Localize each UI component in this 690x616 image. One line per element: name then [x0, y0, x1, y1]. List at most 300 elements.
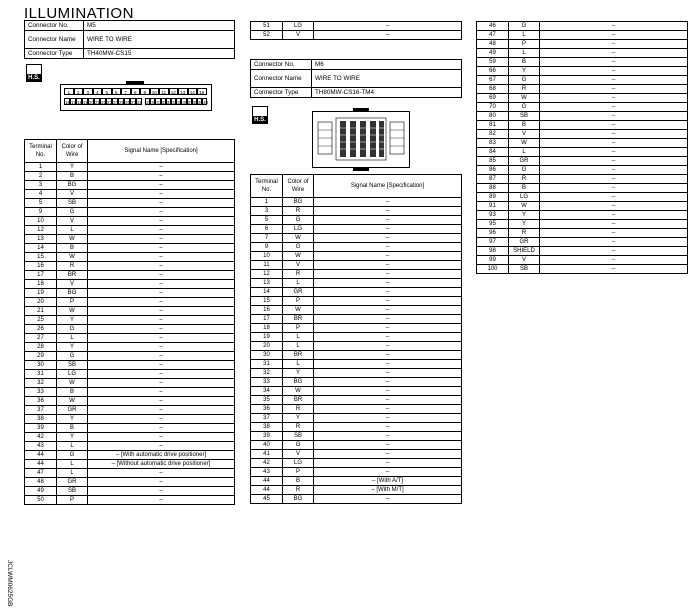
- color-cell: P: [283, 468, 314, 477]
- connector-pin: 20: [89, 100, 95, 105]
- terminal-cell: 36: [25, 397, 57, 406]
- color-cell: BG: [283, 495, 314, 504]
- table-row: [25, 415, 235, 424]
- table-row: [477, 265, 688, 274]
- terminal-cell: 38: [25, 415, 57, 424]
- terminal-cell: 93: [477, 211, 509, 220]
- terminal-cell: 89: [477, 193, 509, 202]
- table-row: [251, 306, 462, 315]
- hs-connector-icon: H.S.: [252, 106, 268, 124]
- connector-no-label: Connector No.: [251, 60, 312, 70]
- color-cell: G: [509, 76, 540, 85]
- signal-cell: –: [88, 487, 235, 496]
- terminal-cell: 1: [251, 198, 283, 207]
- terminal-cell: 9: [25, 208, 57, 217]
- m5-connector-name: WIRE TO WIRE: [84, 31, 235, 49]
- color-cell: V: [283, 31, 314, 40]
- terminal-cell: 27: [25, 334, 57, 343]
- connector-pin: 12: [169, 88, 179, 95]
- terminal-cell: 9: [251, 243, 283, 252]
- terminal-cell: 20: [251, 342, 283, 351]
- terminal-cell: 11: [251, 261, 283, 270]
- connector-pin: 17: [71, 100, 77, 105]
- table-row: [251, 270, 462, 279]
- table-row: [251, 468, 462, 477]
- signal-cell: –: [88, 442, 235, 451]
- table-row: [25, 163, 235, 172]
- table-row: [477, 238, 688, 247]
- m5-connector-no: M5: [84, 21, 235, 31]
- terminal-cell: 43: [251, 468, 283, 477]
- table-row: [251, 288, 462, 297]
- connector-pin: 24: [113, 100, 119, 105]
- color-cell: L: [509, 31, 540, 40]
- table-row: [477, 58, 688, 67]
- signal-cell: –: [314, 342, 462, 351]
- signal-cell: –: [314, 234, 462, 243]
- signal-cell: –: [88, 325, 235, 334]
- terminal-cell: 47: [477, 31, 509, 40]
- color-header: Color of Wire: [283, 175, 314, 198]
- signal-cell: –: [314, 270, 462, 279]
- color-cell: G: [57, 352, 88, 361]
- terminal-cell: 41: [251, 450, 283, 459]
- signal-cell: –: [540, 22, 688, 31]
- signal-cell: –: [88, 388, 235, 397]
- table-row: [25, 217, 235, 226]
- table-row: [25, 325, 235, 334]
- color-cell: GR: [57, 406, 88, 415]
- color-cell: SB: [57, 361, 88, 370]
- terminal-cell: 3: [25, 181, 57, 190]
- connector-type-label: Connector Type: [251, 88, 312, 98]
- terminal-cell: 32: [25, 379, 57, 388]
- table-row: [251, 234, 462, 243]
- signal-cell: –: [314, 441, 462, 450]
- table-row: [477, 67, 688, 76]
- signal-cell: –: [540, 175, 688, 184]
- terminal-cell: 44: [251, 477, 283, 486]
- signal-cell: –: [540, 157, 688, 166]
- signal-cell: –: [540, 148, 688, 157]
- terminal-cell: 95: [477, 220, 509, 229]
- terminal-cell: 44: [25, 460, 57, 469]
- m5-terminal-table: [24, 139, 235, 505]
- color-cell: B: [57, 388, 88, 397]
- m5-connector-type: TH40MW-CS15: [84, 49, 235, 59]
- table-row: [477, 31, 688, 40]
- terminal-cell: 1: [25, 163, 57, 172]
- color-cell: SB: [57, 487, 88, 496]
- table-row: [251, 333, 462, 342]
- terminal-cell: 34: [251, 387, 283, 396]
- terminal-cell: 26: [25, 325, 57, 334]
- table-row: [25, 235, 235, 244]
- terminal-cell: 52: [251, 31, 283, 40]
- color-cell: W: [283, 306, 314, 315]
- signal-cell: –: [314, 333, 462, 342]
- signal-header: Signal Name [Specification]: [314, 175, 462, 198]
- terminal-cell: 45: [251, 495, 283, 504]
- terminal-cell: 40: [251, 441, 283, 450]
- table-row: [25, 469, 235, 478]
- signal-cell: –: [88, 298, 235, 307]
- table-row: [25, 361, 235, 370]
- terminal-cell: 38: [251, 423, 283, 432]
- table-row: [25, 199, 235, 208]
- terminal-cell: 18: [251, 324, 283, 333]
- signal-cell: –: [88, 271, 235, 280]
- table-row: [477, 256, 688, 265]
- signal-cell: –: [88, 235, 235, 244]
- signal-cell: –: [88, 406, 235, 415]
- signal-cell: –: [540, 130, 688, 139]
- table-row: [25, 397, 235, 406]
- signal-cell: –: [540, 67, 688, 76]
- signal-cell: –: [88, 181, 235, 190]
- signal-cell: –: [88, 253, 235, 262]
- connector-pin: 39: [197, 100, 203, 105]
- signal-cell: –: [540, 49, 688, 58]
- table-row: [25, 289, 235, 298]
- table-row: [251, 31, 462, 40]
- table-row: [477, 139, 688, 148]
- color-cell: BR: [57, 271, 88, 280]
- terminal-cell: 32: [251, 369, 283, 378]
- color-cell: V: [283, 261, 314, 270]
- m6-connector-type: TH80MW-CS16-TM4: [312, 88, 462, 98]
- terminal-cell: 69: [477, 94, 509, 103]
- table-row: [25, 424, 235, 433]
- signal-cell: –: [88, 199, 235, 208]
- table-row: [25, 208, 235, 217]
- color-cell: LG: [509, 193, 540, 202]
- color-cell: R: [509, 175, 540, 184]
- color-cell: V: [283, 450, 314, 459]
- color-cell: B: [57, 424, 88, 433]
- terminal-cell: 30: [25, 361, 57, 370]
- table-row: [25, 370, 235, 379]
- terminal-cell: 4: [25, 190, 57, 199]
- signal-cell: –: [540, 265, 688, 274]
- color-cell: B: [57, 172, 88, 181]
- connector-pin: 38: [192, 100, 198, 105]
- connector-pin: 4: [93, 88, 103, 95]
- color-cell: Y: [57, 433, 88, 442]
- m5-terminal-table-cont: [250, 21, 462, 40]
- color-cell: L: [283, 279, 314, 288]
- signal-cell: –: [314, 423, 462, 432]
- table-row: [251, 360, 462, 369]
- color-cell: W: [283, 387, 314, 396]
- terminal-no-header: Terminal No.: [251, 175, 283, 198]
- connector-pin: 31: [156, 100, 162, 105]
- color-cell: Y: [57, 316, 88, 325]
- table-row: [251, 315, 462, 324]
- connector-pin: 2: [74, 88, 84, 95]
- signal-cell: –: [314, 432, 462, 441]
- connector-pin: 15: [197, 88, 207, 95]
- color-cell: V: [57, 280, 88, 289]
- signal-cell: –: [88, 280, 235, 289]
- table-row: [251, 324, 462, 333]
- signal-cell: –: [314, 31, 462, 40]
- terminal-cell: 17: [25, 271, 57, 280]
- color-cell: B: [509, 184, 540, 193]
- terminal-cell: 7: [251, 234, 283, 243]
- terminal-cell: 15: [25, 253, 57, 262]
- connector-type-label: Connector Type: [25, 49, 84, 59]
- table-row: [25, 406, 235, 415]
- signal-cell: –: [88, 217, 235, 226]
- signal-cell: –: [314, 324, 462, 333]
- color-header: Color of Wire: [57, 140, 88, 163]
- terminal-cell: 6: [251, 225, 283, 234]
- color-cell: W: [57, 397, 88, 406]
- signal-header: Signal Name [Specification]: [88, 140, 235, 163]
- terminal-cell: 30: [251, 351, 283, 360]
- table-row: [25, 262, 235, 271]
- signal-cell: –: [314, 414, 462, 423]
- color-cell: L: [57, 442, 88, 451]
- color-cell: LG: [283, 225, 314, 234]
- color-cell: SB: [283, 432, 314, 441]
- terminal-cell: 16: [251, 306, 283, 315]
- terminal-cell: 5: [25, 199, 57, 208]
- m5-connector-face: [60, 84, 212, 111]
- terminal-cell: 86: [477, 166, 509, 175]
- color-cell: Y: [283, 369, 314, 378]
- terminal-cell: 100: [477, 265, 509, 274]
- connector-pin: 25: [119, 100, 125, 105]
- signal-cell: –: [540, 211, 688, 220]
- terminal-cell: 83: [477, 139, 509, 148]
- signal-cell: –: [540, 238, 688, 247]
- table-row: [477, 220, 688, 229]
- connector-pin: 21: [95, 100, 101, 105]
- color-cell: GR: [509, 157, 540, 166]
- table-row: [25, 172, 235, 181]
- color-cell: P: [283, 297, 314, 306]
- signal-cell: –: [314, 216, 462, 225]
- color-cell: BG: [283, 378, 314, 387]
- color-cell: Y: [57, 343, 88, 352]
- signal-cell: –: [314, 360, 462, 369]
- signal-cell: –: [540, 112, 688, 121]
- color-cell: W: [509, 202, 540, 211]
- table-row: [477, 49, 688, 58]
- terminal-cell: 51: [251, 22, 283, 31]
- color-cell: LG: [57, 370, 88, 379]
- signal-cell: –: [314, 396, 462, 405]
- terminal-cell: 82: [477, 130, 509, 139]
- color-cell: GR: [57, 478, 88, 487]
- color-cell: Y: [283, 414, 314, 423]
- signal-cell: –: [540, 166, 688, 175]
- color-cell: G: [283, 216, 314, 225]
- table-row: [251, 477, 462, 486]
- m6-connector-no: M6: [312, 60, 462, 70]
- connector-pin: 8: [131, 88, 141, 95]
- terminal-cell: 47: [25, 469, 57, 478]
- color-cell: R: [57, 262, 88, 271]
- terminal-cell: 49: [477, 49, 509, 58]
- color-cell: BG: [57, 289, 88, 298]
- color-cell: V: [57, 190, 88, 199]
- signal-cell: –: [88, 370, 235, 379]
- table-row: [251, 423, 462, 432]
- signal-cell: –: [88, 478, 235, 487]
- color-cell: Y: [509, 211, 540, 220]
- color-cell: G: [283, 243, 314, 252]
- signal-cell: –: [540, 103, 688, 112]
- signal-cell: –: [540, 220, 688, 229]
- terminal-cell: 97: [477, 238, 509, 247]
- signal-cell: –: [314, 261, 462, 270]
- signal-cell: –: [314, 378, 462, 387]
- terminal-cell: 14: [251, 288, 283, 297]
- table-row: [251, 378, 462, 387]
- m6-terminal-table: [250, 174, 462, 504]
- terminal-cell: 91: [477, 202, 509, 211]
- terminal-cell: 66: [477, 67, 509, 76]
- terminal-cell: 25: [25, 316, 57, 325]
- terminal-cell: 19: [251, 333, 283, 342]
- table-row: [477, 193, 688, 202]
- table-row: [251, 252, 462, 261]
- color-cell: W: [57, 253, 88, 262]
- terminal-cell: 96: [477, 229, 509, 238]
- connector-pin: 16: [65, 100, 71, 105]
- terminal-cell: 39: [251, 432, 283, 441]
- connector-name-label: Connector Name: [251, 70, 312, 88]
- table-row: [251, 387, 462, 396]
- signal-cell: –: [314, 405, 462, 414]
- terminal-cell: 37: [251, 414, 283, 423]
- signal-cell: –: [540, 76, 688, 85]
- terminal-no-header: Terminal No.: [25, 140, 57, 163]
- terminal-cell: 84: [477, 148, 509, 157]
- connector-no-label: Connector No.: [25, 21, 84, 31]
- table-row: [25, 460, 235, 469]
- color-cell: SHIELD: [509, 247, 540, 256]
- color-cell: R: [509, 85, 540, 94]
- signal-cell: –: [88, 379, 235, 388]
- table-row: [25, 253, 235, 262]
- table-row: [25, 226, 235, 235]
- terminal-cell: 15: [251, 297, 283, 306]
- color-cell: Y: [57, 415, 88, 424]
- table-row: [477, 130, 688, 139]
- terminal-cell: 87: [477, 175, 509, 184]
- terminal-cell: 81: [477, 121, 509, 130]
- signal-cell: –: [88, 289, 235, 298]
- table-row: [251, 225, 462, 234]
- color-cell: G: [57, 208, 88, 217]
- terminal-cell: 37: [25, 406, 57, 415]
- color-cell: L: [57, 460, 88, 469]
- table-row: [477, 184, 688, 193]
- connector-pin: 14: [188, 88, 198, 95]
- terminal-cell: 49: [25, 487, 57, 496]
- figure-code: JCLWM0625GB: [6, 560, 13, 607]
- terminal-cell: 59: [477, 58, 509, 67]
- connector-pin: 40: [203, 100, 209, 105]
- color-cell: B: [509, 121, 540, 130]
- signal-cell: –: [314, 252, 462, 261]
- connector-pin: 7: [121, 88, 131, 95]
- table-row: [251, 405, 462, 414]
- signal-cell: –: [314, 22, 462, 31]
- table-row: [477, 157, 688, 166]
- table-row: [251, 261, 462, 270]
- color-cell: L: [509, 49, 540, 58]
- terminal-cell: 43: [25, 442, 57, 451]
- color-cell: Y: [509, 220, 540, 229]
- table-row: [25, 190, 235, 199]
- connector-pin: 9: [140, 88, 150, 95]
- terminal-cell: 14: [25, 244, 57, 253]
- terminal-cell: 88: [477, 184, 509, 193]
- terminal-cell: 17: [251, 315, 283, 324]
- table-row: [477, 22, 688, 31]
- terminal-cell: 42: [251, 459, 283, 468]
- table-row: [25, 334, 235, 343]
- terminal-cell: 33: [251, 378, 283, 387]
- signal-cell: –: [540, 193, 688, 202]
- signal-cell: –: [314, 288, 462, 297]
- color-cell: LG: [283, 22, 314, 31]
- table-row: [25, 388, 235, 397]
- m6-connector-info: [250, 59, 462, 98]
- color-cell: Y: [509, 67, 540, 76]
- color-cell: W: [283, 234, 314, 243]
- color-cell: BR: [283, 396, 314, 405]
- color-cell: BR: [283, 315, 314, 324]
- connector-pin: 22: [101, 100, 107, 105]
- table-row: [251, 495, 462, 504]
- terminal-cell: 67: [477, 76, 509, 85]
- terminal-cell: 99: [477, 256, 509, 265]
- table-row: [251, 459, 462, 468]
- signal-cell: –: [88, 190, 235, 199]
- table-row: [251, 450, 462, 459]
- connector-pin: 10: [150, 88, 160, 95]
- color-cell: W: [283, 252, 314, 261]
- table-row: [251, 396, 462, 405]
- signal-cell: –: [314, 297, 462, 306]
- color-cell: G: [57, 451, 88, 460]
- signal-cell: –: [314, 387, 462, 396]
- table-row: [251, 342, 462, 351]
- signal-cell: –: [88, 316, 235, 325]
- color-cell: BG: [283, 198, 314, 207]
- color-cell: G: [509, 103, 540, 112]
- table-row: [25, 379, 235, 388]
- table-row: [25, 343, 235, 352]
- signal-cell: –: [540, 31, 688, 40]
- terminal-cell: 21: [25, 307, 57, 316]
- signal-cell: –: [314, 351, 462, 360]
- table-row: [477, 40, 688, 49]
- table-row: [25, 496, 235, 505]
- connector-pin: 19: [83, 100, 89, 105]
- table-row: [251, 351, 462, 360]
- terminal-cell: 16: [25, 262, 57, 271]
- connector-name-label: Connector Name: [25, 31, 84, 49]
- terminal-cell: 12: [251, 270, 283, 279]
- table-row: [25, 181, 235, 190]
